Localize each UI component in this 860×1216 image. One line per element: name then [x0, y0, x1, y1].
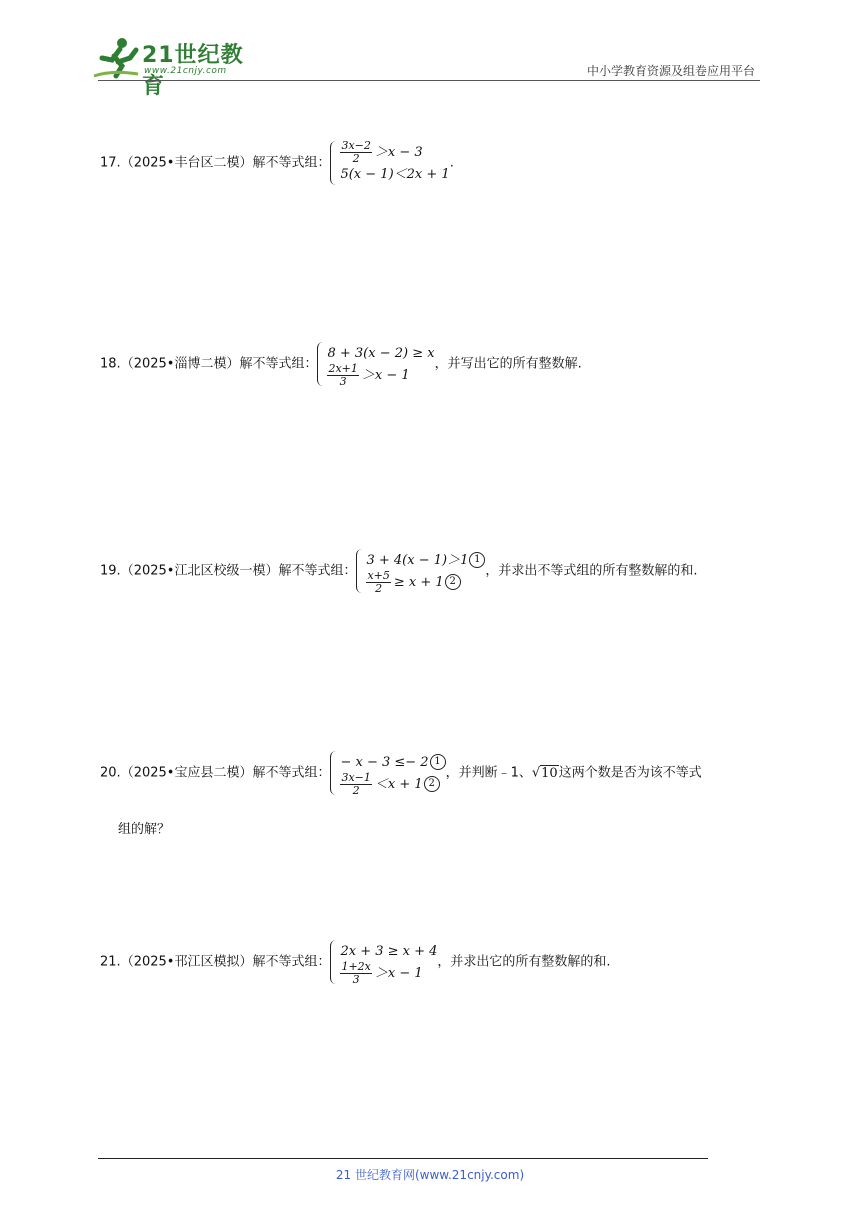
square-root: √10	[531, 765, 558, 781]
fraction: $\frac{3x-1}{2}$	[341, 770, 371, 797]
circled-number: 2	[424, 776, 440, 792]
logo-title: 21世纪教育	[142, 43, 244, 99]
question-source: （2025•邗江区模拟）	[120, 954, 253, 970]
question-suffix: ，并判断﹣1、	[445, 765, 532, 781]
fraction: $\frac{1+2x}{3}$	[341, 959, 371, 986]
question-20	[100, 751, 702, 795]
inequality-line-2: 5(x − 1)＜2x + 1	[340, 166, 450, 182]
question-prefix: 解不等式组：	[252, 155, 331, 171]
question-source: （2025•丰台区二模）	[120, 155, 253, 171]
header-divider	[98, 80, 760, 81]
inequality-system	[356, 549, 485, 593]
question-18	[100, 342, 582, 386]
question-prefix: 解不等式组：	[239, 356, 318, 372]
left-brace	[330, 940, 339, 984]
question-number: 21.	[100, 954, 121, 970]
question-source: （2025•江北区校级一模）	[120, 563, 279, 579]
question-prefix: 解不等式组：	[252, 765, 331, 781]
left-brace	[330, 141, 339, 185]
inequality-line-2: $\frac{2x+1}{3}$ ＞x − 1	[328, 361, 410, 388]
question-prefix: 解不等式组：	[278, 563, 357, 579]
inequality-line-1: − x − 3 ≤− 2 1	[340, 751, 445, 773]
question-suffix: ，并写出它的所有整数解.	[434, 356, 582, 372]
question-19	[100, 549, 697, 593]
fraction: $\frac{x+5}{2}$	[367, 568, 390, 595]
left-brace	[356, 549, 365, 593]
fraction: $\frac{2x+1}{3}$	[328, 361, 358, 388]
inequality-line-1: 3 + 4(x − 1)＞1 1	[366, 549, 485, 571]
question-17	[100, 138, 454, 185]
logo-url: www.21cnjy.com	[144, 66, 227, 76]
footer-divider	[98, 1158, 708, 1159]
circled-number: 1	[430, 754, 446, 770]
question-source: （2025•淄博二模）	[120, 356, 240, 372]
fraction: $\frac{3x-2}{2}$	[341, 138, 371, 165]
question-number: 19.	[100, 563, 121, 579]
inequality-line-1: 8 + 3(x − 2) ≥ x	[327, 345, 435, 361]
question-number: 18.	[100, 356, 121, 372]
inequality-line-2: $\frac{1+2x}{3}$ ＞x − 1	[341, 959, 423, 986]
question-prefix: 解不等式组：	[252, 954, 331, 970]
question-21	[100, 940, 611, 984]
inequality-system	[317, 342, 434, 386]
inequality-system	[330, 138, 450, 185]
question-source: （2025•宝应县二模）	[120, 765, 253, 781]
inequality-line-2: $\frac{3x-1}{2}$ ＜x + 1 2	[340, 773, 445, 795]
question-suffix: .	[449, 155, 454, 171]
site-logo	[92, 34, 262, 99]
inequality-line-1: $\frac{3x-2}{2}$ ＞x − 3	[341, 138, 423, 165]
runner-logo-icon	[92, 36, 140, 80]
inequality-system	[330, 751, 445, 795]
question-suffix: ，并求出它的所有整数解的和.	[437, 954, 611, 970]
question-suffix: ，并求出不等式组的所有整数解的和.	[485, 563, 698, 579]
inequality-line-2: $\frac{x+5}{2}$ ≥ x + 1 2	[366, 571, 485, 593]
left-brace	[330, 751, 339, 795]
circled-number: 1	[469, 552, 485, 568]
inequality-line-1: 2x + 3 ≥ x + 4	[340, 943, 438, 959]
question-number: 20.	[100, 765, 121, 781]
left-brace	[317, 342, 326, 386]
question-20-continuation: 组的解？	[118, 822, 171, 837]
question-suffix-continued: 这两个数是否为该不等式	[558, 765, 702, 781]
question-number: 17.	[100, 155, 121, 171]
circled-number: 2	[445, 574, 461, 590]
footer-link[interactable]: 21 世纪教育网(www.21cnjy.com)	[335, 1168, 525, 1182]
inequality-system	[330, 940, 437, 984]
platform-name: 中小学教育资源及组卷应用平台	[586, 64, 755, 78]
